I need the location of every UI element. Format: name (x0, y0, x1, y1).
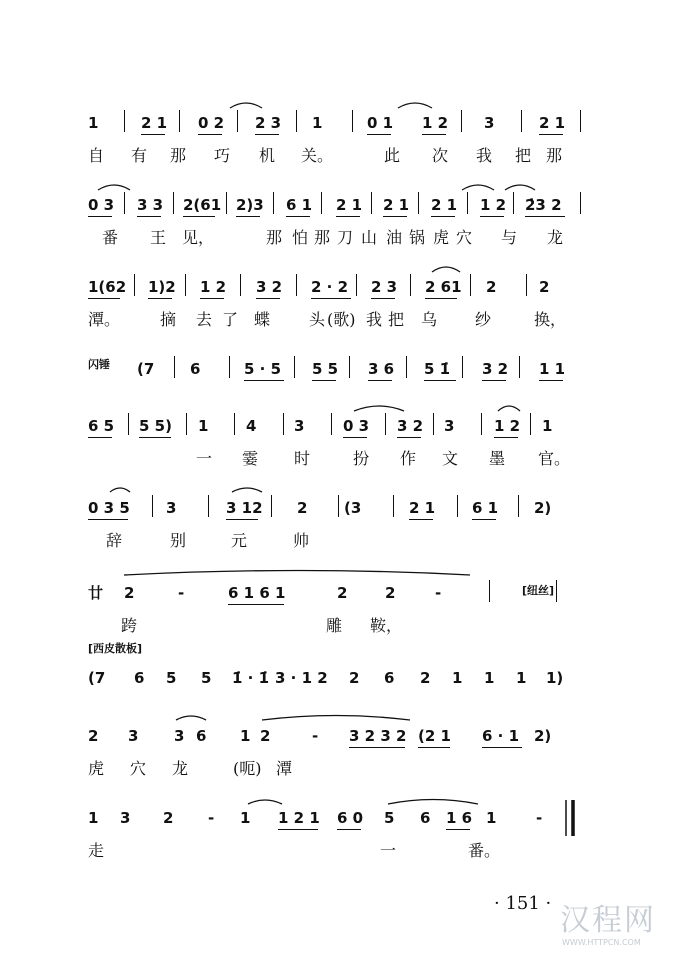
section-marker: [纽丝] (522, 584, 555, 597)
section-marker: [西皮散板] (88, 642, 143, 655)
notation-token: 2 (539, 278, 550, 296)
lyric-syllable: 自 (88, 146, 105, 165)
notation-token: 1 (88, 809, 99, 827)
notation-token: 1 (312, 114, 323, 132)
notation-token: 2 (337, 584, 348, 602)
notation-token: 1 2 (200, 278, 227, 296)
slur-arc (232, 488, 262, 492)
slur-arc (388, 800, 478, 805)
slur-arc (505, 185, 535, 190)
notation-token: 1 (516, 669, 527, 687)
notation-token: 6 (196, 727, 207, 745)
notation-token: 2 · 2 (311, 278, 349, 296)
lyric-syllable: 时 (294, 449, 311, 468)
lyric-syllable: 那 (266, 228, 283, 247)
lyric-syllable: 摘 (160, 310, 177, 329)
lyric-syllable: 次 (432, 146, 449, 165)
notation-token: 2 (297, 499, 308, 517)
slur-arc (110, 488, 130, 492)
lyric-syllable: 锅 (409, 228, 426, 247)
notation-token: 1 1 (539, 360, 566, 378)
notation-token: 6 (384, 669, 395, 687)
lyric-syllable: 一 (380, 841, 397, 860)
slur-arc (98, 185, 130, 190)
notation-token: 1 (542, 417, 553, 435)
notation-token: 2 (349, 669, 360, 687)
notation-token: 1 (240, 727, 251, 745)
notation-token: 2 (420, 669, 431, 687)
notation-token: 2 1 (539, 114, 566, 132)
notation-token: 5 5) (139, 417, 172, 435)
slur-arc (124, 571, 470, 576)
slur-arc (432, 267, 460, 272)
lyric-syllable: 虎 (88, 759, 105, 778)
lyric-syllable: 虎 (433, 228, 450, 247)
notation-token: 3 (444, 417, 455, 435)
lyric-syllable: 作 (400, 449, 417, 468)
notation-token: 3 12 (226, 499, 263, 517)
notation-token: 2(61 (183, 196, 222, 214)
notation-token: 3 (484, 114, 495, 132)
notation-token: 0 3 5 (88, 499, 130, 517)
notation-token: - (536, 809, 543, 827)
lyric-syllable: 见， (182, 228, 215, 247)
notation-token: 6 5 (88, 417, 115, 435)
notation-token: 5 5 (312, 360, 339, 378)
notation-token: 廿 (88, 584, 104, 602)
lyric-syllable: (歌) (327, 310, 356, 329)
notation-token: 2 1 (336, 196, 363, 214)
notation-token: 3 6 (368, 360, 395, 378)
notation-token: 3 (166, 499, 177, 517)
lyric-syllable: 刀 (337, 228, 354, 247)
lyric-syllable: 那 (170, 146, 187, 165)
section-marker: 闪锤 (88, 358, 110, 371)
lyric-syllable: 纱 (475, 310, 492, 329)
notation-token: 3 (174, 727, 185, 745)
slur-arc (398, 103, 432, 108)
notation-token: 3 2 3 2 (349, 727, 407, 745)
notation-token: 1) (546, 669, 564, 687)
notation-token: 5 (201, 669, 212, 687)
watermark-logo: 汉程网 (560, 903, 656, 938)
notation-token: 6 (134, 669, 145, 687)
notation-token: 1 (452, 669, 463, 687)
notation-token: 1 (240, 809, 251, 827)
lyric-syllable: 把 (388, 310, 405, 329)
notation-token: - (208, 809, 215, 827)
lyric-syllable: 龙 (547, 228, 564, 247)
lyric-syllable: 龙 (172, 759, 189, 778)
notation-token: 1 2 (494, 417, 521, 435)
lyric-syllable: 元 (231, 531, 248, 550)
notation-token: 0 3 (88, 196, 115, 214)
notation-token: 3 (128, 727, 139, 745)
lyric-syllable: 潭。 (88, 310, 121, 329)
lyric-syllable: 雕 (326, 616, 343, 635)
lyric-syllable: 别 (170, 531, 187, 550)
lyric-syllable: 那 (314, 228, 331, 247)
lyric-syllable: 那 (546, 146, 563, 165)
notation-token: 2 1 (383, 196, 410, 214)
lyric-syllable: 我 (476, 146, 493, 165)
lyric-syllable: 蝶 (254, 310, 271, 329)
slur-arc (176, 716, 206, 720)
notation-token: 6 1 6 1 (228, 584, 286, 602)
lyric-syllable: 怕 (292, 228, 309, 247)
notation-token: 1(62 (88, 278, 127, 296)
notation-token: 2̇3 2 (525, 196, 562, 214)
notation-token: 2 (88, 727, 99, 745)
notation-token: 2) (534, 499, 552, 517)
slur-arc (462, 185, 494, 190)
notation-token: 5 (384, 809, 395, 827)
notation-token: 5 1̇ (424, 360, 451, 378)
notation-token: - (312, 727, 319, 745)
lyric-syllable: (呃) (233, 759, 262, 778)
notation-token: 2 (486, 278, 497, 296)
lyric-syllable: 帅 (293, 531, 310, 550)
lyric-syllable: 机 (259, 146, 276, 165)
notation-token: 5 · 5 (244, 360, 282, 378)
lyric-syllable: 鞍， (370, 616, 403, 635)
lyric-syllable: 穴 (130, 759, 147, 778)
notation-token: (7 (88, 669, 106, 687)
slur-arc (262, 716, 410, 721)
lyric-syllable: 番。 (468, 841, 501, 860)
lyric-syllable: 穴 (456, 228, 473, 247)
notation-token: 1̇ · 1̇ (232, 669, 270, 687)
notation-token: 2 3 (255, 114, 282, 132)
lyric-syllable: 霎 (242, 449, 259, 468)
lyric-syllable: 潭 (276, 759, 293, 778)
notation-token: 2 61 (425, 278, 462, 296)
slur-arc (248, 800, 282, 804)
notation-token: 1 (88, 114, 99, 132)
notation-token: - (435, 584, 442, 602)
notation-token: 3 (120, 809, 131, 827)
notation-token: 0 1 (367, 114, 394, 132)
notation-token: 2 1 (431, 196, 458, 214)
notation-token: (3 (344, 499, 362, 517)
lyric-syllable: 山 (361, 228, 378, 247)
notation-token: 6 (420, 809, 431, 827)
lyric-syllable: 此 (384, 146, 401, 165)
notation-token: 3 3 (137, 196, 164, 214)
lyric-syllable: 与 (501, 228, 518, 247)
lyric-syllable: 我 (366, 310, 383, 329)
notation-token: 3 2 (397, 417, 424, 435)
lyric-syllable: 文 (442, 449, 459, 468)
notation-token: 2 (163, 809, 174, 827)
notation-token: 3 2 (482, 360, 509, 378)
lyric-syllable: 乌 (421, 310, 438, 329)
lyric-syllable: 把 (515, 146, 532, 165)
lyric-syllable: 一 (196, 449, 213, 468)
notation-token: 2 1 (141, 114, 168, 132)
notation-token: 2) (534, 727, 552, 745)
slur-arc (230, 103, 262, 108)
lyric-syllable: 有 (131, 146, 148, 165)
notation-token: 1 2 (480, 196, 507, 214)
watermark-url: WWW.HTTPCN.COM (562, 938, 641, 947)
notation-token: 1 2 1 (278, 809, 320, 827)
lyric-syllable: 巧 (214, 146, 231, 165)
notation-token: 6 1 (286, 196, 313, 214)
notation-token: 0 3 (343, 417, 370, 435)
lyric-syllable: 扮 (353, 449, 370, 468)
notation-token: 1 (486, 809, 497, 827)
notation-token: 6 (190, 360, 201, 378)
notation-token: 4 (246, 417, 257, 435)
notation-token: - (178, 584, 185, 602)
notation-token: 0 2 (198, 114, 225, 132)
notation-token: 6 · 1 (482, 727, 520, 745)
notation-token: 3 2 (256, 278, 283, 296)
notation-token: 5 (166, 669, 177, 687)
notation-token: (2 1 (418, 727, 451, 745)
notation-token: 3 · 1 2 (275, 669, 328, 687)
page-number: · 151 · (494, 893, 552, 914)
lyric-syllable: 番 (102, 228, 119, 247)
lyric-syllable: 辞 (106, 531, 123, 550)
notation-token: (7 (137, 360, 155, 378)
notation-token: 3 (294, 417, 305, 435)
notation-token: 2 (124, 584, 135, 602)
lyric-syllable: 墨 (489, 449, 506, 468)
lyric-syllable: 了 (222, 310, 239, 329)
lyric-syllable: 换， (534, 310, 567, 329)
notation-token: 1 2 (422, 114, 449, 132)
notation-token: 1 (198, 417, 209, 435)
notation-token: 2 1 (409, 499, 436, 517)
notation-token: 2 3 (371, 278, 398, 296)
notation-token: 1 (484, 669, 495, 687)
lyric-syllable: 王 (150, 228, 167, 247)
lyric-syllable: 官。 (538, 449, 571, 468)
slur-arc (498, 406, 520, 411)
notation-token: 1 6 (446, 809, 473, 827)
lyric-syllable: 关。 (301, 146, 334, 165)
notation-token: 6 0 (337, 809, 364, 827)
lyric-syllable: 去 (196, 310, 213, 329)
lyric-syllable: 走 (88, 841, 105, 860)
lyric-syllable: 油 (386, 228, 403, 247)
lyric-syllable: 跨 (121, 616, 138, 635)
notation-token: 2 (260, 727, 271, 745)
notation-token: 6 1 (472, 499, 499, 517)
slur-arc (354, 406, 404, 411)
notation-token: 2)3 (236, 196, 264, 214)
lyric-syllable: 头 (309, 310, 326, 329)
notation-token: 2 (385, 584, 396, 602)
notation-token: 1)2 (148, 278, 176, 296)
